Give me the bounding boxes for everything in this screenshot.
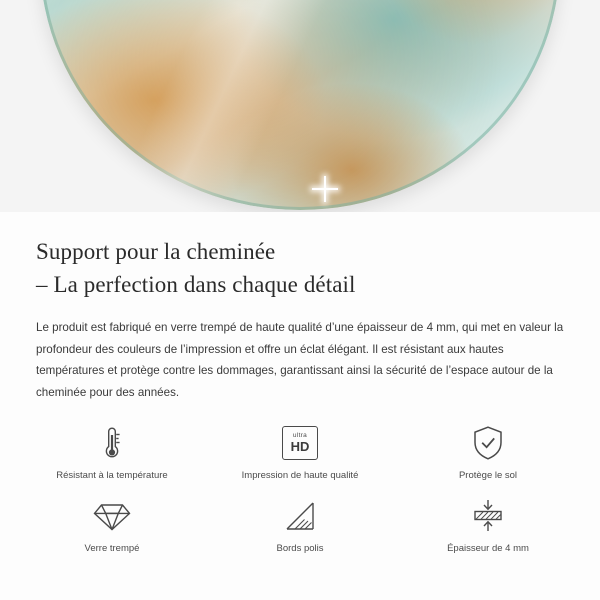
feature-item-tempered-glass: [18, 496, 206, 555]
feature-label: Bords polis: [276, 543, 324, 555]
page-title: [36, 236, 564, 301]
feature-label: Verre trempé: [84, 543, 140, 555]
feature-grid: [0, 423, 600, 556]
description-paragraph: Le produit est fabriqué en verre trempé de haute qualité d’une épaisseur de 4 mm, qui met en valeur la profondeur des couleurs de l’impression et offre un éclat élégant. Il est résistant aux hautes températures et protège contre les dommages, garantissant ainsi la sécurité de l’espace autour de la cheminée pour des années.: [36, 321, 564, 399]
glass-plate-edge: [40, 0, 560, 210]
feature-item-print-quality: [206, 423, 394, 482]
glass-plate-image: [40, 0, 560, 210]
thermometer-icon: [101, 423, 123, 463]
feature-item-polished-edges: [206, 496, 394, 555]
feature-label: Protège le sol: [458, 470, 518, 482]
hero-image: [0, 0, 600, 212]
thickness-arrows-icon: [470, 496, 506, 536]
feature-item-floor-protection: [394, 423, 582, 482]
ultra-hd-badge-main: HD: [290, 439, 310, 455]
content-block: [0, 212, 600, 403]
feature-label: Impression de haute qualité: [241, 470, 359, 482]
feature-item-thickness: [394, 496, 582, 555]
page-title-line-1: Support pour la cheminée: [36, 239, 276, 264]
ultra-hd-icon: [282, 423, 318, 463]
feature-label: Résistant à la température: [56, 470, 168, 482]
polished-edges-icon: [284, 496, 316, 536]
page-title-line-2: – La perfection dans chaque détail: [36, 271, 356, 297]
shield-check-icon: [472, 423, 504, 463]
diamond-icon: [93, 496, 131, 536]
feature-item-temperature: [18, 423, 206, 482]
ultra-hd-badge-top: ultra: [292, 431, 308, 439]
feature-label: Épaisseur de 4 mm: [447, 543, 529, 555]
